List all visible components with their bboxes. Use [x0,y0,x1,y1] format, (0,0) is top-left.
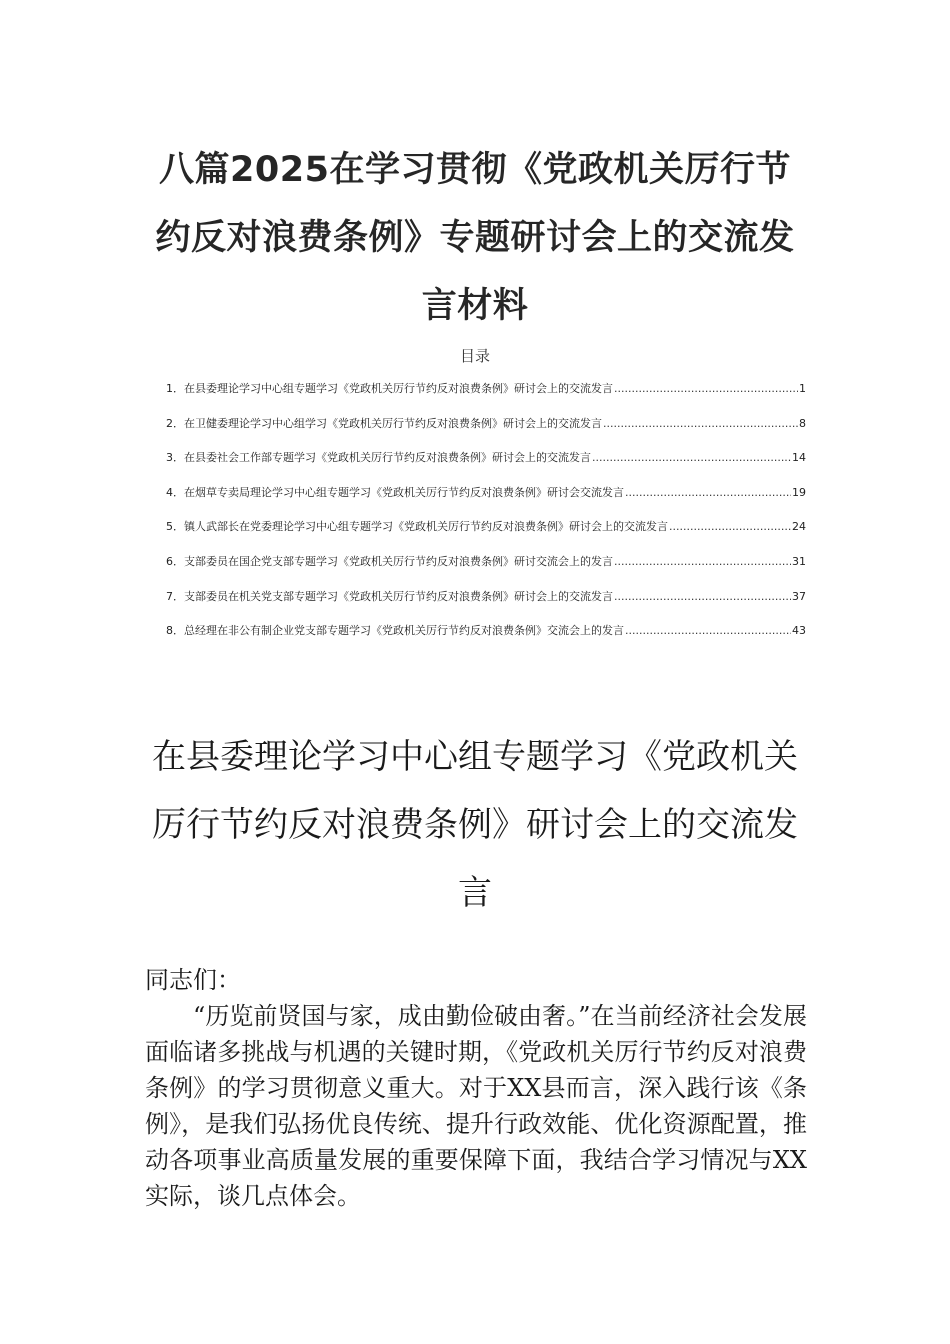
toc-leader-dots [614,555,791,568]
toc-entry-text: 7．支部委员在机关党支部专题学习《党政机关厉行节约反对浪费条例》研讨会上的交流发言 [166,589,613,603]
toc-entry-text: 8．总经理在非公有制企业党支部专题学习《党政机关厉行节约反对浪费条例》交流会上的发言 [166,624,624,638]
section-title: 在县委理论学习中心组专题学习《党政机关厉行节约反对浪费条例》研讨会上的交流发言 [152,737,798,913]
toc-entry-text: 5．镇人武部长在党委理论学习中心组专题学习《党政机关厉行节约反对浪费条例》研讨会上的交流发言 [166,520,668,534]
toc-entry[interactable] [166,588,806,623]
toc-entry[interactable] [166,415,806,450]
toc-entry[interactable] [166,622,806,657]
toc-leader-dots [603,417,798,430]
toc-leader-dots [592,451,791,464]
toc-entry-text: 4．在烟草专卖局理论学习中心组专题学习《党政机关厉行节约反对浪费条例》研讨会交流发言 [166,485,624,499]
toc-entry[interactable] [166,518,806,553]
toc-leader-dots [614,590,791,603]
toc-page-number: 1 [799,382,806,395]
toc-entry[interactable] [166,449,806,484]
toc-entry-text: 2．在卫健委理论学习中心组学习《党政机关厉行节约反对浪费条例》研讨会上的交流发言 [166,416,602,430]
body-text [145,962,807,1214]
toc-leader-dots [614,382,798,395]
toc-entry-text: 6．支部委员在国企党支部专题学习《党政机关厉行节约反对浪费条例》研讨交流会上的发言 [166,554,613,568]
toc-page-number: 43 [792,624,806,638]
body-paragraph: “历览前贤国与家，成由勤俭破由奢。”在当前经济社会发展面临诸多挑战与机遇的关键时期，《党政机关厉行节约反对浪费条例》的学习贯彻意义重大。对于XX县而言，深入践行该《条例》，是我们弘扬优良传统、提升行政效能、优化资源配置，推动各项事业高质量发展的重要保障下面，我结合学习情况与XX实际，谈几点体会。 [145,1002,807,1210]
table-of-contents [166,380,806,657]
toc-page-number: 8 [799,416,806,430]
toc-leader-dots [625,624,791,637]
toc-page-number: 37 [792,589,806,603]
toc-leader-dots [625,486,791,499]
toc-entry-text: 3．在县委社会工作部专题学习《党政机关厉行节约反对浪费条例》研讨会上的交流发言 [166,451,591,465]
toc-entry[interactable] [166,380,806,415]
salutation: 同志们： [145,966,241,994]
toc-leader-dots [669,520,791,533]
document-main-title: 八篇2025在学习贯彻《党政机关厉行节约反对浪费条例》专题研讨会上的交流发言材料 [155,150,795,326]
toc-page-number: 19 [792,485,806,499]
toc-page-number: 31 [792,554,806,568]
toc-page-number: 24 [792,520,806,534]
toc-page-number: 14 [792,451,806,465]
toc-entry[interactable] [166,553,806,588]
toc-entry-text: 1．在县委理论学习中心组专题学习《党政机关厉行节约反对浪费条例》研讨会上的交流发言 [166,382,613,395]
toc-entry[interactable] [166,484,806,519]
toc-heading: 目录 [459,347,490,365]
